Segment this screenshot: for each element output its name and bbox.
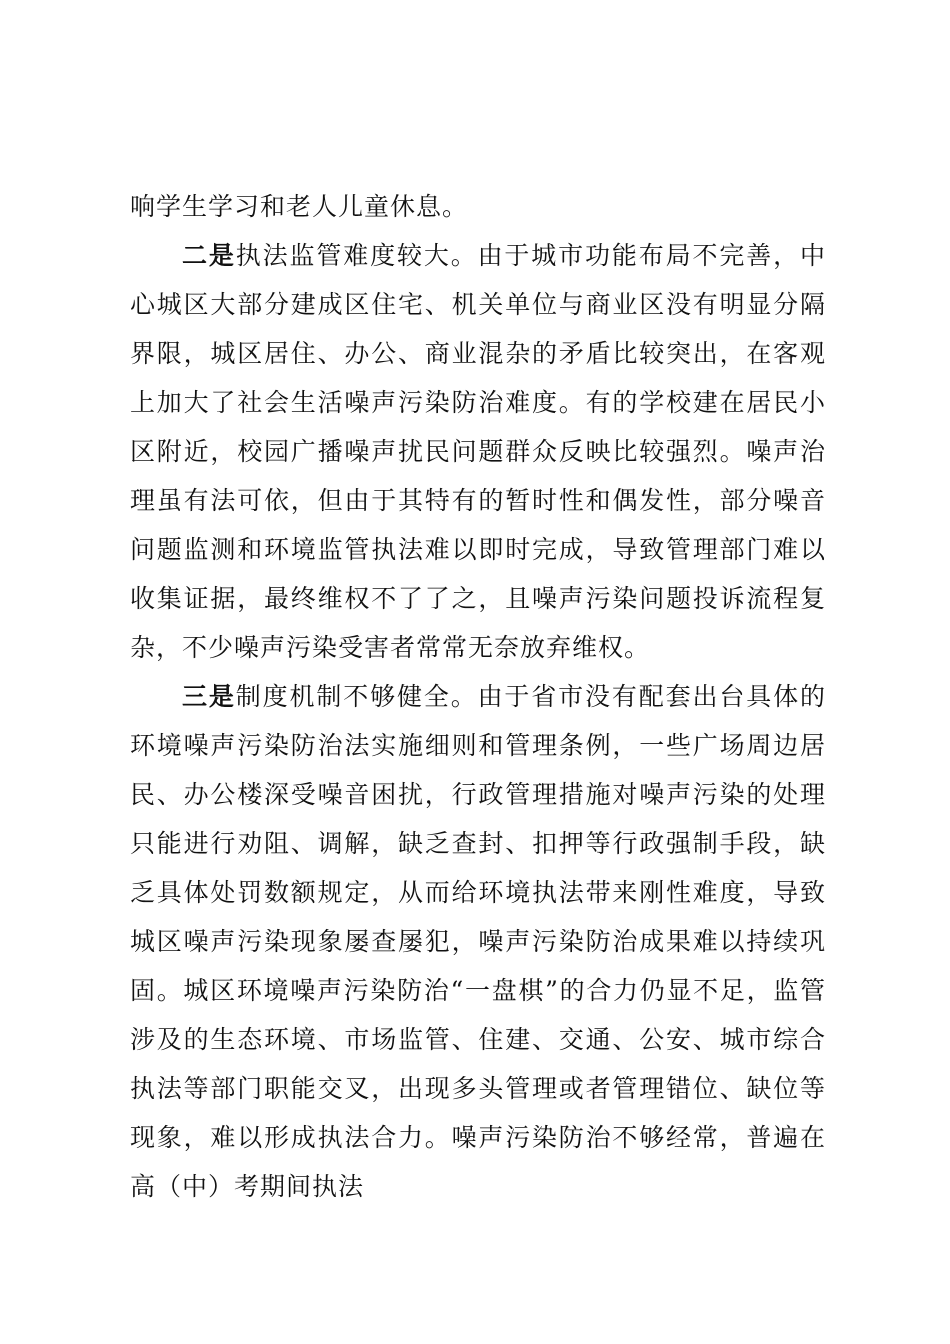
paragraph-continuation bbox=[130, 182, 826, 231]
paragraph-text: 制度机制不够健全。由于省市没有配套出台具体的环境噪声污染防治法实施细则和管理条例，一些广场周边居民、办公楼深受噪音困扰，行政管理措施对噪声污染的处理只能进行劝阻、调解，缺乏查封、扣押等行政强制手段，缺乏具体处罚数额规定，从而给环境执法带来刚性难度，导致城区噪声污染现象屡查屡犯，噪声污染防治成果难以持续巩固。城区环境噪声污染防治“一盘棋”的合力仍显不足，监管涉及的生态环境、市场监管、住建、交通、公安、城市综合执法等部门职能交叉，出现多头管理或者管理错位、缺位等现象，难以形成执法合力。噪声污染防治不够经常，普遍在高（中）考期间执法 bbox=[130, 682, 826, 1201]
document-body bbox=[130, 182, 826, 1211]
paragraph-system-mechanism bbox=[130, 672, 826, 1211]
paragraph-text: 响学生学习和老人儿童休息。 bbox=[130, 192, 469, 221]
paragraph-text: 执法监管难度较大。由于城市功能布局不完善，中心城区大部分建成区住宅、机关单位与商业区没有明显分隔界限，城区居住、办公、商业混杂的矛盾比较突出，在客观上加大了社会生活噪声污染防治难度。有的学校建在居民小区附近，校园广播噪声扰民问题群众反映比较强烈。噪声治理虽有法可依，但由于其特有的暂时性和偶发性，部分噪音问题监测和环境监管执法难以即时完成，导致管理部门难以收集证据，最终维权不了了之，且噪声污染问题投诉流程复杂，不少噪声污染受害者常常无奈放弃维权。 bbox=[130, 241, 826, 662]
paragraph-lead: 二是 bbox=[182, 241, 236, 270]
paragraph-lead: 三是 bbox=[182, 682, 236, 711]
paragraph-enforcement-difficulty bbox=[130, 231, 826, 672]
